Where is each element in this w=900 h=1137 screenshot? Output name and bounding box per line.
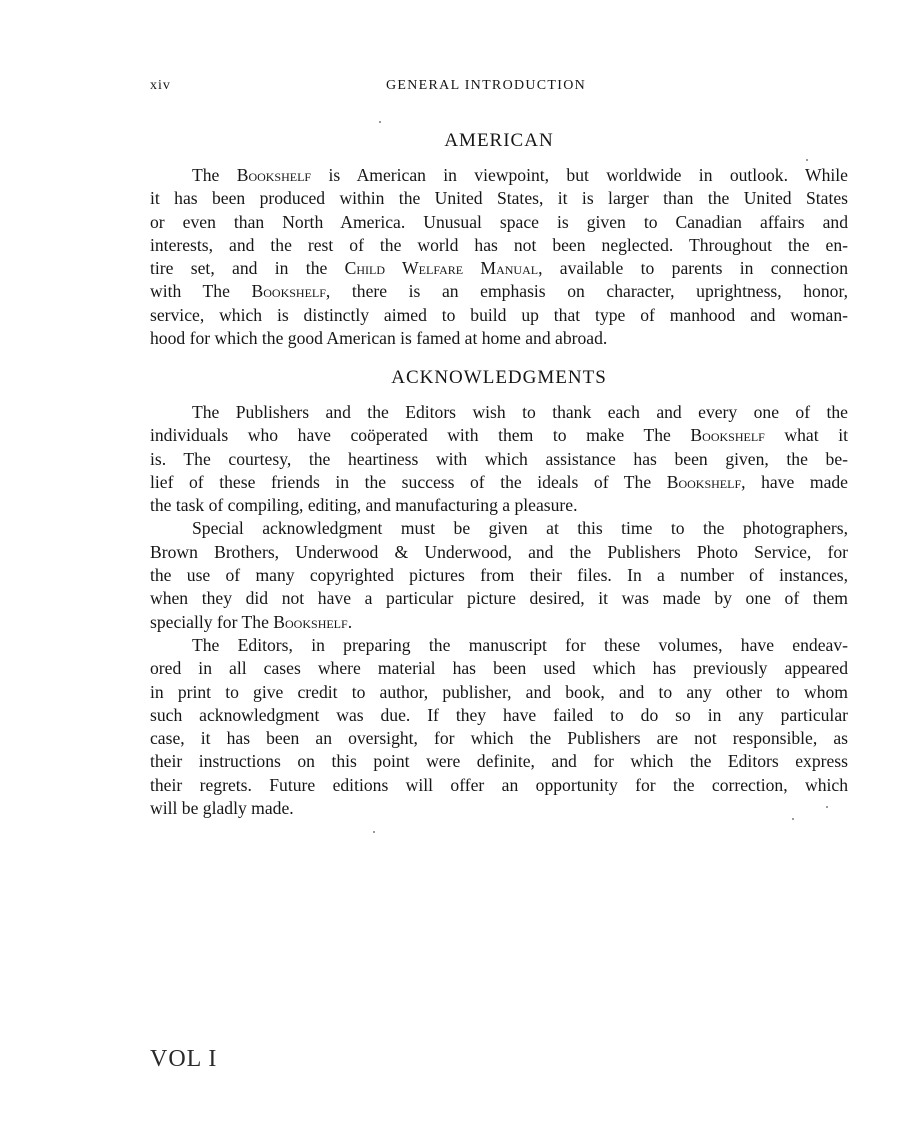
text-line: their regrets. Future editions will offer an opportunity for the correction, which (150, 774, 848, 795)
volume-label: VOL I (150, 1046, 218, 1072)
text-line: interests, and the rest of the world has not been neglected. Throughout the en- (150, 234, 848, 255)
text-line: will be gladly made. (150, 798, 294, 819)
text-line: service, which is distinctly aimed to build up that type of manhood and woman- (150, 304, 848, 325)
scan-speck (792, 818, 794, 820)
text-line: lief of these friends in the success of the ideals of The Bookshelf, have made (150, 471, 848, 492)
section-heading-american: AMERICAN (444, 130, 554, 151)
text-line: Special acknowledgment must be given at this time to the photographers, (192, 518, 848, 539)
text-line: with The Bookshelf, there is an emphasis on character, uprightness, honor, (150, 281, 848, 302)
section-heading-acknowledgments: ACKNOWLEDGMENTS (391, 367, 607, 388)
text-line: ored in all cases where material has been used which has previously appeared (150, 658, 848, 679)
text-line: or even than North America. Unusual space is given to Canadian affairs and (150, 211, 848, 232)
scan-speck (826, 806, 828, 808)
text-line: the task of compiling, editing, and manufacturing a pleasure. (150, 495, 578, 516)
text-line: is. The courtesy, the heartiness with which assistance has been given, the be- (150, 448, 848, 469)
text-line: The Publishers and the Editors wish to thank each and every one of the (192, 402, 848, 422)
text-line: their instructions on this point were definite, and for which the Editors express (150, 751, 848, 772)
text-line: it has been produced within the United States, it is larger than the United States (150, 188, 848, 209)
text-line: hood for which the good American is famed at home and abroad. (150, 328, 608, 349)
text-line: Brown Brothers, Underwood & Underwood, and the Publishers Photo Service, for (150, 541, 848, 562)
scan-speck (379, 121, 381, 123)
running-head: GENERAL INTRODUCTION (386, 78, 587, 93)
text-line: specially for The Bookshelf. (150, 611, 353, 632)
scan-speck (373, 831, 375, 833)
text-line: such acknowledgment was due. If they have failed to do so in any particular (150, 704, 848, 725)
american-paragraph (150, 164, 848, 350)
scan-speck (806, 159, 808, 161)
text-line: in print to give credit to author, publisher, and book, and to any other to whom (150, 681, 848, 702)
page-number: xiv (150, 78, 171, 93)
text-line: The Editors, in preparing the manuscript for these volumes, have endeav- (192, 634, 848, 655)
text-line: The Bookshelf is American in viewpoint, but worldwide in outlook. While (192, 165, 848, 185)
text-line: tire set, and in the Child Welfare Manual, available to parents in connection (150, 258, 848, 279)
text-line: case, it has been an oversight, for which the Publishers are not responsible, as (150, 728, 848, 749)
acknowledgments-text (150, 401, 848, 820)
text-line: individuals who have coöperated with them to make The Bookshelf what it (150, 425, 848, 446)
text-line: when they did not have a particular picture desired, it was made by one of them (150, 588, 848, 609)
text-line: the use of many copyrighted pictures from their files. In a number of instances, (150, 565, 848, 586)
